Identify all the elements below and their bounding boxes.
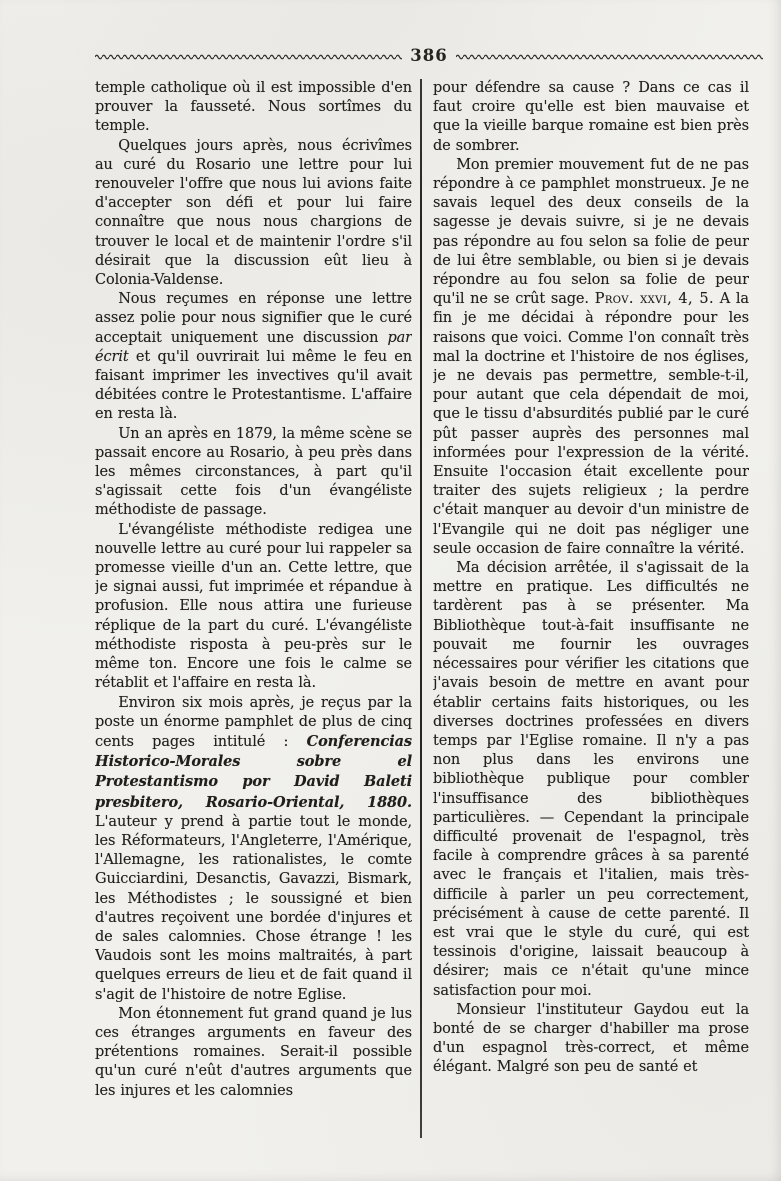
paragraph xyxy=(433,156,749,559)
paragraph-text: L'auteur y prend à partie tout le monde, les Réformateurs, l'Angleterre, l'Amérique, l'Allemagne, les rationalistes, le comte Guicciardini, Desanctis, Gavazzi, Bismark, les Méthodistes ; le soussigné et bien d'autres reçoivent une bordée d'injures et de sales calomnies. Chose étrange ! les Vaudois sont les moins maltraités, à part quelques erreurs de lieu et de fait quand il s'agit de l'histoire de notre Eglise. xyxy=(95,813,412,1003)
paragraph: pour défendre sa cause ? Dans ce cas il faut croire qu'elle est bien mauvaise et que la vieille barque romaine est bien près de sombrer. xyxy=(433,80,749,154)
page-header xyxy=(95,46,763,66)
wavy-rule-right-icon xyxy=(456,52,763,60)
paragraph xyxy=(95,694,412,1005)
paragraph: Monsieur l'instituteur Gaydou eut la bonté de se charger d'habiller ma prose d'un espagnol très-correct, et même élégant. Malgré son peu de santé et xyxy=(433,1001,749,1076)
paragraph: Quelques jours après, nous écrivîmes au curé du Rosario une lettre pour lui renouveler l'offre que nous lui avions faite d'accepter son défi et pour lui faire connaître que nous nous chargions de trouver le local et de maintenir l'ordre s'il désirait que la discussion eût lieu à Colonia-Valdense. xyxy=(95,137,412,289)
paragraph xyxy=(95,290,412,424)
paragraph: temple catholique où il est impossible d'en prouver la fausseté. Nous sortîmes du temple. xyxy=(95,80,412,135)
paragraph-text: Mon premier mouvement fut de ne pas répondre à ce pamphlet monstrueux. Je ne savais lequel des deux conseils de la sagesse je devais suivre, si je ne devais pas répondre au fou selon sa folie de peur de lui être semblable, ou bien si je devais répondre au fou selon sa folie de peur qu'il ne se crût sage. xyxy=(433,156,749,308)
page-number: 386 xyxy=(410,46,448,65)
paragraph: L'évangéliste méthodiste redigea une nouvelle lettre au curé pour lui rappeler sa promesse vieille d'un an. Cette lettre, que je signai aussi, fut imprimée et répandue à profusion. Elle nous attira une furieuse réplique de la part du curé. L'évangéliste méthodiste risposta à peu-près sur le même ton. Encore une fois le calme se rétablit et l'affaire en resta là. xyxy=(95,521,412,692)
book-title-phrase: Conferencias Historico-Morales sobre el Protestantismo por David Baleti presbitero, Rosario-Oriental, 1880. xyxy=(95,732,412,811)
paragraph-text: et qu'il ouvrirait lui même le feu en faisant imprimer les invectives qu'il avait débitées contre le Protestantisme. L'affaire en resta là. xyxy=(95,348,412,423)
paragraph-text: A la fin je me décidai à répondre pour les raisons que voici. Comme l'on connaît très mal la doctrine et l'histoire de nos églises, je ne devais pas permettre, semble-t-il, pour autant que cela dépendait de moi, que le tissu d'absurdités publié par le curé pût passer auprès des personnes mal informées pour l'expression de la vérité. Ensuite l'occasion était excellente pour traiter des sujets religieux ; la perdre c'était manquer au devoir d'un ministre de l'Evangile qui ne doit pas négliger une seule occasion de faire connaître la vérité. xyxy=(433,291,749,557)
paragraph: Ma décision arrêtée, il s'agissait de la mettre en pratique. Les difficultés ne tardèrent pas à se présenter. Ma Bibliothèque tout-à-fait insuffisante ne pouvait me fournir les ouvrages nécessaires pour vérifier les citations que j'avais besoin de mettre en avant pour établir certains faits historiques, ou les diverses doctrines professées en divers temps par l'Eglise romaine. Il n'y a pas non plus dans les environs une bibliothèque publique pour combler l'insuffisance des bibliothèques particulières. — Cependant la principale difficulté provenait de l'espagnol, très facile à comprendre grâces à sa parenté avec le français et l'italien, mais très-difficile à parler un peu correctement, précisément à cause de cette parenté. Il est vrai que le style du curé, qui est tessinois d'origine, laissait beaucoup à désirer; mais ce n'était qu'une mince satisfaction pour moi. xyxy=(433,560,749,999)
paragraph-text: Nous reçumes en réponse une lettre assez polie pour nous signifier que le curé acceptait uniquement une discussion xyxy=(95,291,412,346)
wavy-rule-left-icon xyxy=(95,52,402,60)
column-divider xyxy=(420,79,422,1138)
paragraph: Mon étonnement fut grand quand je lus ces étranges arguments en faveur des prétentions romaines. Serait-il possible qu'un curé n'eût d'autres arguments que les injures et les calomnies xyxy=(95,1005,412,1099)
right-column xyxy=(433,79,749,1161)
paragraph-text: Environ six mois après, je reçus par la poste un énorme pamphlet de plus de cinq cents pages intitulé : xyxy=(95,694,412,750)
scripture-reference: Prov. xxvi, 4, 5. xyxy=(594,291,714,308)
left-column xyxy=(95,79,412,1161)
italic-phrase: par écrit xyxy=(95,329,412,365)
paragraph: Un an après en 1879, la même scène se passait encore au Rosario, à peu près dans les mêmes circonstances, à part qu'il s'agissait cette fois d'un évangéliste méthodiste de passage. xyxy=(95,425,412,519)
